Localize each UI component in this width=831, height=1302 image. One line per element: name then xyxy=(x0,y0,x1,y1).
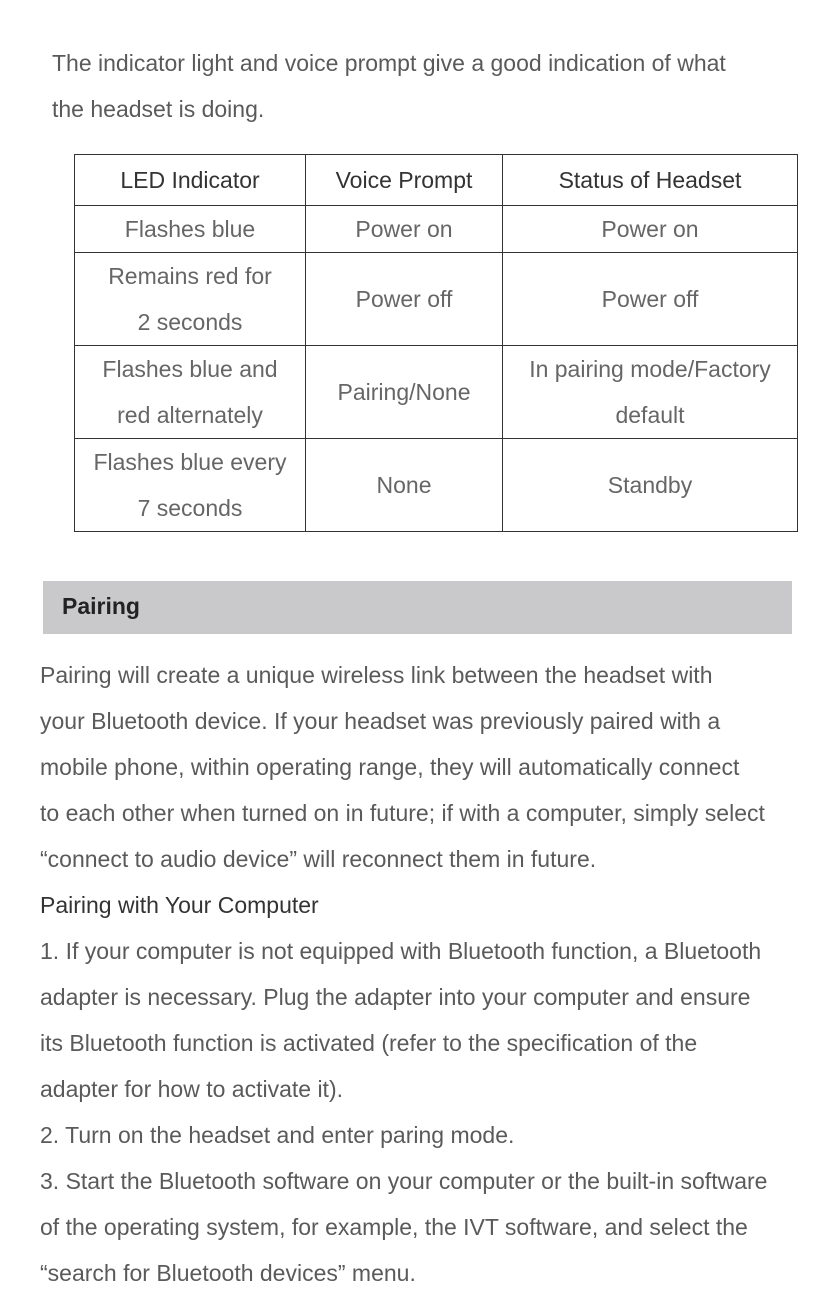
step-line: 1. If your computer is not equipped with Bluetooth function, a Bluetooth xyxy=(40,938,762,964)
step-line: its Bluetooth function is activated (refer to the specification of the xyxy=(40,1030,698,1056)
cell-line: 7 seconds xyxy=(137,495,243,521)
step-line: 3. Start the Bluetooth software on your computer or the built-in software xyxy=(40,1168,768,1194)
table-row xyxy=(75,206,798,253)
subheading: Pairing with Your Computer xyxy=(40,892,319,918)
cell-line: Flashes blue and xyxy=(102,356,278,382)
cell-line: Power on xyxy=(601,216,699,242)
cell-line: In pairing mode/Factory xyxy=(529,356,771,382)
cell-line: Power off xyxy=(601,286,699,312)
led-cell xyxy=(75,206,306,253)
voice-cell: Power off xyxy=(306,253,503,346)
cell-line: Standby xyxy=(607,472,693,498)
step-line: of the operating system, for example, the IVT software, and select the xyxy=(40,1214,748,1240)
cell-line: default xyxy=(615,402,685,428)
cell-line: 2 seconds xyxy=(137,309,243,335)
led-indicator-table xyxy=(74,154,798,532)
table-row xyxy=(75,346,798,439)
column-header: Voice Prompt xyxy=(306,155,503,206)
body-line: “connect to audio device” will reconnect them in future. xyxy=(40,846,597,872)
led-cell xyxy=(75,346,306,439)
body-line: mobile phone, within operating range, they will automatically connect xyxy=(40,754,740,780)
pairing-body xyxy=(40,652,825,1296)
step-line: adapter for how to activate it). xyxy=(40,1076,343,1102)
voice-cell: Power on xyxy=(306,206,503,253)
led-cell xyxy=(75,439,306,532)
intro-line: the headset is doing. xyxy=(52,96,265,122)
body-line: Pairing will create a unique wireless link between the headset with xyxy=(40,662,713,688)
table-row xyxy=(75,439,798,532)
cell-line: red alternately xyxy=(117,402,263,428)
intro-paragraph xyxy=(52,40,812,132)
voice-cell: Pairing/None xyxy=(306,346,503,439)
body-line: your Bluetooth device. If your headset was previously paired with a xyxy=(40,708,721,734)
status-cell xyxy=(503,439,798,532)
cell-line: Remains red for xyxy=(108,263,272,289)
status-cell xyxy=(503,206,798,253)
status-cell xyxy=(503,346,798,439)
section-header-bar xyxy=(43,581,792,634)
table-row xyxy=(75,253,798,346)
step-line: adapter is necessary. Plug the adapter into your computer and ensure xyxy=(40,984,751,1010)
table-header-row xyxy=(75,155,798,206)
intro-line: The indicator light and voice prompt give a good indication of what xyxy=(52,50,726,76)
step-line: “search for Bluetooth devices” menu. xyxy=(40,1260,416,1286)
cell-line: Flashes blue every xyxy=(93,449,287,475)
column-header: LED Indicator xyxy=(75,155,306,206)
column-header: Status of Headset xyxy=(503,155,798,206)
body-line: to each other when turned on in future; if with a computer, simply select xyxy=(40,800,765,826)
section-title: Pairing xyxy=(62,593,140,619)
voice-cell: None xyxy=(306,439,503,532)
step-line: 2. Turn on the headset and enter paring mode. xyxy=(40,1122,515,1148)
cell-line: Flashes blue xyxy=(124,216,256,242)
status-cell xyxy=(503,253,798,346)
led-cell xyxy=(75,253,306,346)
